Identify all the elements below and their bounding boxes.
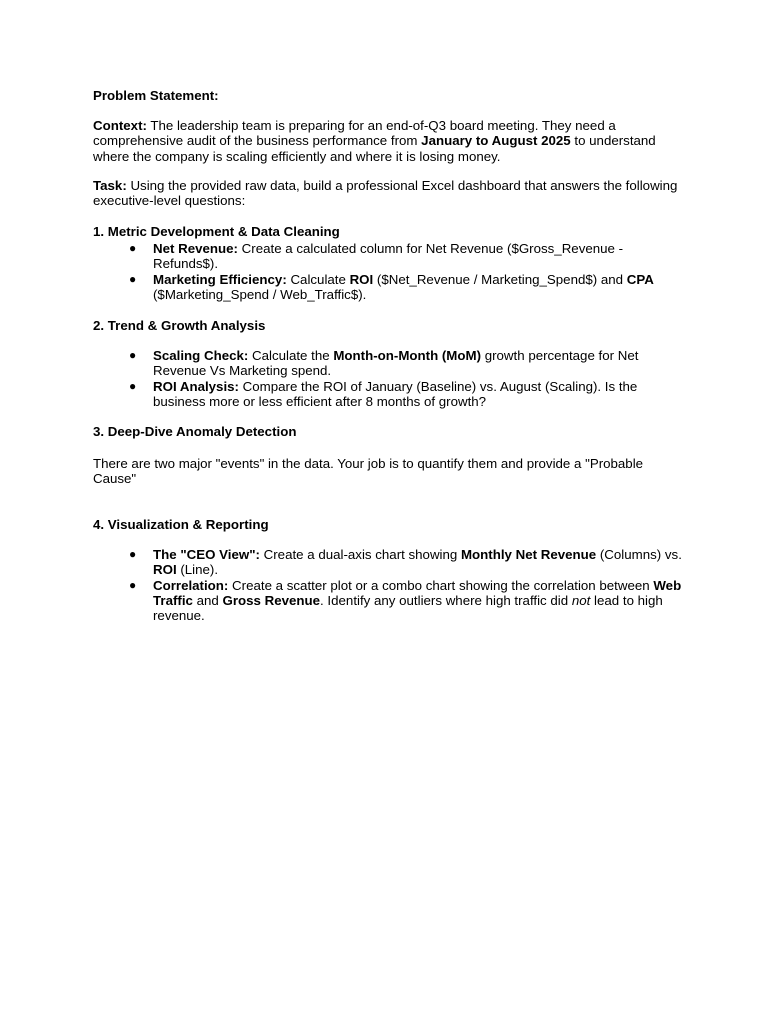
item-bold: CPA	[626, 271, 654, 287]
section-1-list	[93, 241, 685, 302]
item-bold: Month-on-Month (MoM)	[333, 348, 482, 363]
task-label: Task:	[93, 178, 127, 193]
item-text: lead to high revenue.	[153, 592, 663, 624]
item-label: Correlation:	[153, 577, 229, 593]
item-bold: Gross Revenue	[222, 592, 321, 608]
item-label: ROI Analysis:	[153, 378, 239, 394]
context-period: January to August 2025	[421, 133, 571, 149]
bullet-icon: ●	[129, 241, 137, 255]
item-text: ($Net_Revenue / Marketing_Spend$) and	[373, 271, 627, 287]
item-text: Create a calculated column for Net Revenue ($Gross_Revenue - Refunds$).	[153, 241, 624, 272]
item-italic: not	[571, 592, 591, 608]
item-bold: ROI	[153, 562, 177, 578]
section-3-body: There are two major "events" in the data. Your job is to quantify them and provide a "Probable Cause"	[93, 456, 644, 487]
item-text: Calculate	[286, 271, 350, 287]
list-item	[93, 348, 685, 379]
bullet-icon: ●	[129, 348, 137, 362]
section-4-heading: 4. Visualization & Reporting	[93, 517, 269, 532]
section-3-heading: 3. Deep-Dive Anomaly Detection	[93, 424, 297, 439]
item-label: Scaling Check:	[153, 348, 249, 363]
item-bold: ROI	[349, 271, 374, 287]
context-text-1: The leadership team is preparing for an end-of-Q3 board meeting. They need a comprehensive audit of the business performance from	[93, 118, 616, 149]
list-item	[93, 379, 685, 410]
item-text: Compare the ROI of January (Baseline) vs. August (Scaling). Is the business more or less efficient after 8 months of growth?	[153, 378, 638, 409]
bullet-icon: ●	[129, 547, 137, 561]
bullet-icon: ●	[129, 378, 137, 393]
list-item	[93, 241, 685, 272]
context-label: Context:	[93, 118, 147, 133]
task-text: Using the provided raw data, build a professional Excel dashboard that answers the following executive-level questions:	[93, 178, 678, 209]
list-item	[93, 578, 685, 624]
item-text: Calculate the	[248, 348, 334, 363]
bullet-icon: ●	[129, 271, 137, 286]
task-paragraph	[93, 178, 685, 209]
item-text: (Columns) vs.	[596, 547, 682, 562]
item-text: Create a scatter plot or a combo chart showing the correlation between	[228, 577, 654, 593]
bullet-icon: ●	[129, 577, 137, 592]
context-paragraph	[93, 118, 685, 164]
item-bold: Web Traffic	[153, 577, 682, 608]
context-text-2: to understand where the company is scaling efficiently and where it is losing money.	[93, 133, 656, 164]
section-4-list	[93, 547, 685, 623]
item-text: (Line).	[176, 562, 219, 578]
item-label: The "CEO View":	[153, 547, 260, 562]
item-text: Create a dual-axis chart showing	[259, 547, 461, 562]
item-text: growth percentage for Net Revenue Vs Marketing spend.	[153, 348, 639, 379]
item-bold: Monthly Net Revenue	[460, 547, 597, 562]
item-text: ($Marketing_Spend / Web_Traffic$).	[153, 286, 367, 302]
problem-statement-title: Problem Statement:	[93, 88, 219, 103]
list-item	[93, 272, 685, 303]
section-2-list	[93, 348, 685, 409]
item-text: . Identify any outliers where high traffic did	[320, 592, 572, 608]
item-text: and	[192, 592, 223, 608]
section-1-heading: 1. Metric Development & Data Cleaning	[93, 224, 340, 239]
list-item	[93, 547, 685, 578]
item-label: Net Revenue:	[153, 241, 238, 256]
item-label: Marketing Efficiency:	[153, 271, 287, 287]
section-2-heading: 2. Trend & Growth Analysis	[93, 318, 266, 333]
